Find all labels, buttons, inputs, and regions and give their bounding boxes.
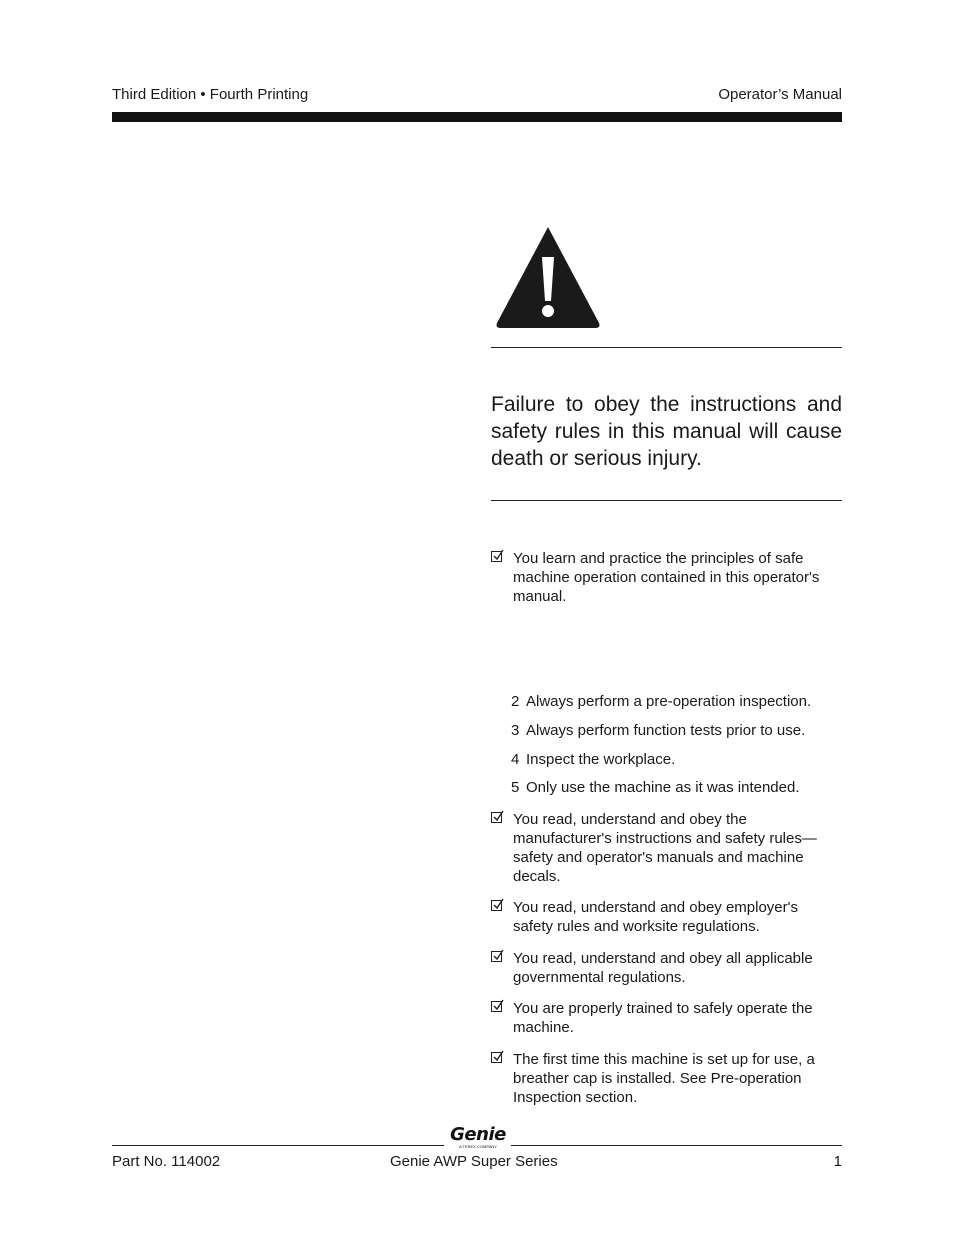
checklist-item bbox=[491, 1050, 836, 1107]
checkbox-checked-icon bbox=[491, 900, 502, 911]
checklist-item-text: You read, understand and obey employer's safety rules and worksite regulations. bbox=[513, 899, 799, 935]
footer-part-number: Part No. 114002 bbox=[112, 1153, 221, 1170]
numbered-item-text: Always perform a pre-operation inspection. bbox=[526, 693, 812, 710]
numbered-item-number: 4 bbox=[511, 751, 520, 768]
genie-logo bbox=[450, 1126, 506, 1149]
divider-bottom bbox=[491, 500, 842, 501]
checkbox-checked-icon bbox=[491, 1052, 502, 1063]
numbered-item-number: 5 bbox=[511, 779, 520, 796]
genie-logo-text: Genie bbox=[450, 1124, 506, 1145]
checkbox-checked-icon bbox=[491, 812, 502, 823]
warning-triangle-icon bbox=[494, 225, 602, 331]
footer-rule-left bbox=[112, 1145, 444, 1146]
footer-series: Genie AWP Super Series bbox=[390, 1153, 558, 1170]
checklist-item-text: You are properly trained to safely operate the machine. bbox=[513, 1000, 813, 1036]
numbered-item bbox=[511, 721, 805, 740]
numbered-item-number: 3 bbox=[511, 722, 520, 739]
checklist-item-text: You read, understand and obey all applicable governmental regulations. bbox=[513, 950, 813, 986]
numbered-item-text: Inspect the workplace. bbox=[526, 751, 676, 768]
checklist-item-text: The first time this machine is set up for use, a breather cap is installed. See Pre-operation Inspection section. bbox=[513, 1051, 815, 1106]
checklist-item bbox=[491, 549, 836, 606]
checkbox-checked-icon bbox=[491, 551, 502, 562]
numbered-item-text: Only use the machine as it was intended. bbox=[526, 779, 800, 796]
numbered-item bbox=[511, 750, 675, 769]
footer-rule-right bbox=[511, 1145, 842, 1146]
checkbox-checked-icon bbox=[491, 951, 502, 962]
numbered-item bbox=[511, 692, 811, 711]
header-manual-title: Operator’s Manual bbox=[718, 86, 842, 103]
checklist-item-text: You learn and practice the principles of safe machine operation contained in this operator's manual. bbox=[513, 550, 820, 605]
warning-message: Failure to obey the instructions and safety rules in this manual will cause death or serious injury. bbox=[491, 393, 842, 470]
genie-logo-subtext: A TEREX COMPANY bbox=[459, 1144, 497, 1149]
checklist-item bbox=[491, 949, 836, 987]
numbered-item-number: 2 bbox=[511, 693, 520, 710]
checklist-item bbox=[491, 810, 836, 886]
checklist-item-text: You read, understand and obey the manufacturer's instructions and safety rules—safety and operator's manuals and machine decals. bbox=[513, 811, 817, 885]
checkbox-checked-icon bbox=[491, 1001, 502, 1012]
numbered-item-text: Always perform function tests prior to use. bbox=[526, 722, 806, 739]
checklist-item bbox=[491, 898, 836, 936]
divider-top bbox=[491, 347, 842, 348]
checklist-item bbox=[491, 999, 836, 1037]
header-bar bbox=[112, 112, 842, 122]
page-number: 1 bbox=[833, 1153, 842, 1170]
header-edition: Third Edition • Fourth Printing bbox=[112, 86, 309, 103]
numbered-item bbox=[511, 778, 800, 797]
